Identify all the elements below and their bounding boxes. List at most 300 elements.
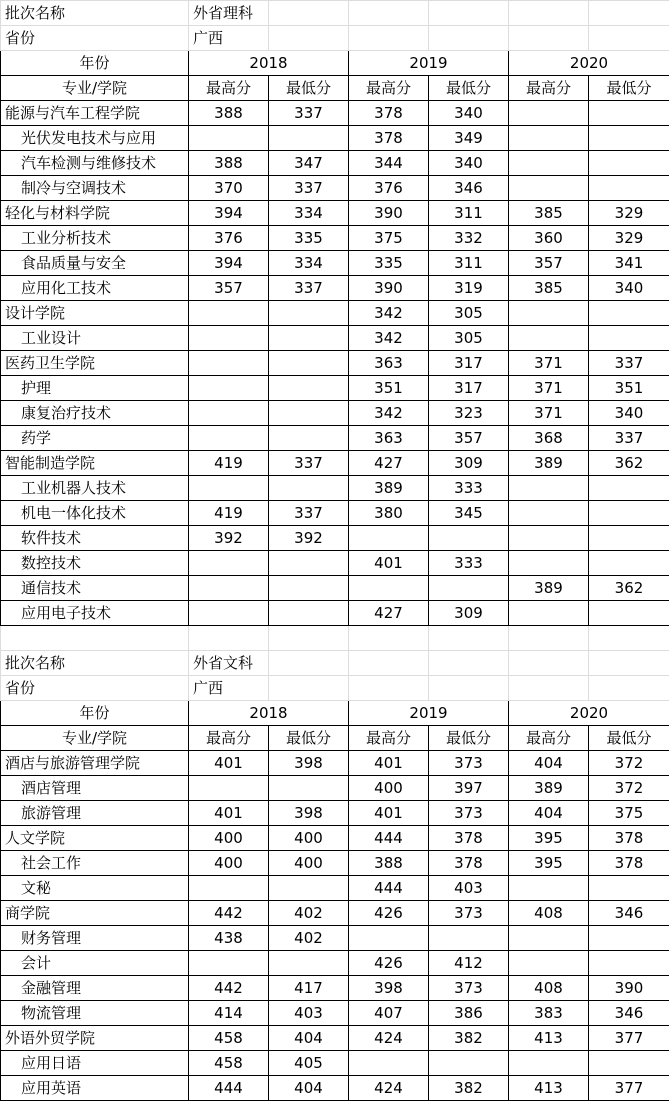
min-score-cell[interactable]: 337: [589, 351, 669, 376]
min-score-cell[interactable]: 309: [429, 601, 509, 626]
min-score-cell[interactable]: [269, 951, 349, 976]
major-name-cell[interactable]: 社会工作: [1, 851, 189, 876]
major-name-cell[interactable]: 酒店管理: [1, 776, 189, 801]
year-header-2018[interactable]: 2018: [189, 51, 349, 76]
min-score-cell[interactable]: 400: [269, 826, 349, 851]
min-score-cell[interactable]: [269, 326, 349, 351]
min-score-header[interactable]: 最低分: [429, 726, 509, 751]
max-score-cell[interactable]: [349, 1051, 429, 1076]
province-label-cell[interactable]: 省份: [1, 26, 189, 51]
max-score-cell[interactable]: 404: [509, 801, 589, 826]
province-label-cell[interactable]: 省份: [1, 676, 189, 701]
min-score-cell[interactable]: 340: [589, 276, 669, 301]
province-value-cell[interactable]: 广西: [189, 26, 269, 51]
min-score-cell[interactable]: [429, 1051, 509, 1076]
min-score-cell[interactable]: 341: [589, 251, 669, 276]
max-score-cell[interactable]: [509, 1051, 589, 1076]
max-score-cell[interactable]: 395: [509, 851, 589, 876]
college-name-cell[interactable]: 医药卫生学院: [1, 351, 189, 376]
max-score-cell[interactable]: 370: [189, 176, 269, 201]
min-score-cell[interactable]: [589, 176, 669, 201]
min-score-cell[interactable]: 378: [429, 826, 509, 851]
max-score-cell[interactable]: [349, 926, 429, 951]
empty-cell[interactable]: [509, 26, 589, 51]
major-name-cell[interactable]: 制冷与空调技术: [1, 176, 189, 201]
max-score-cell[interactable]: [509, 101, 589, 126]
empty-cell[interactable]: [509, 676, 589, 701]
min-score-cell[interactable]: [429, 926, 509, 951]
min-score-header[interactable]: 最低分: [429, 76, 509, 101]
max-score-header[interactable]: 最高分: [509, 726, 589, 751]
empty-cell[interactable]: [269, 626, 349, 651]
max-score-cell[interactable]: 408: [509, 976, 589, 1001]
min-score-cell[interactable]: 337: [269, 501, 349, 526]
batch-label-cell[interactable]: 批次名称: [1, 1, 189, 26]
major-name-cell[interactable]: 文秘: [1, 876, 189, 901]
min-score-cell[interactable]: 317: [429, 376, 509, 401]
max-score-cell[interactable]: 427: [349, 451, 429, 476]
min-score-cell[interactable]: 335: [269, 226, 349, 251]
min-score-cell[interactable]: [269, 551, 349, 576]
min-score-cell[interactable]: [589, 126, 669, 151]
year-header-2020[interactable]: 2020: [509, 701, 669, 726]
max-score-cell[interactable]: 385: [509, 201, 589, 226]
year-header-2019[interactable]: 2019: [349, 51, 509, 76]
min-score-cell[interactable]: [589, 476, 669, 501]
min-score-cell[interactable]: 317: [429, 351, 509, 376]
min-score-cell[interactable]: [589, 876, 669, 901]
max-score-cell[interactable]: 351: [349, 376, 429, 401]
min-score-cell[interactable]: 351: [589, 376, 669, 401]
min-score-cell[interactable]: 334: [269, 201, 349, 226]
batch-value-cell[interactable]: 外省理科: [189, 1, 269, 26]
max-score-header[interactable]: 最高分: [189, 726, 269, 751]
empty-cell[interactable]: [269, 26, 349, 51]
min-score-cell[interactable]: 332: [429, 226, 509, 251]
max-score-cell[interactable]: [509, 601, 589, 626]
max-score-cell[interactable]: [189, 551, 269, 576]
max-score-cell[interactable]: [509, 301, 589, 326]
min-score-cell[interactable]: [269, 401, 349, 426]
max-score-cell[interactable]: 458: [189, 1051, 269, 1076]
min-score-cell[interactable]: 403: [269, 1001, 349, 1026]
max-score-cell[interactable]: 400: [189, 851, 269, 876]
max-score-cell[interactable]: 375: [349, 226, 429, 251]
min-score-cell[interactable]: [269, 876, 349, 901]
min-score-cell[interactable]: 357: [429, 426, 509, 451]
max-score-header[interactable]: 最高分: [509, 76, 589, 101]
max-score-cell[interactable]: [509, 176, 589, 201]
max-score-cell[interactable]: 357: [189, 276, 269, 301]
major-name-cell[interactable]: 工业分析技术: [1, 226, 189, 251]
college-name-cell[interactable]: 酒店与旅游管理学院: [1, 751, 189, 776]
major-name-cell[interactable]: 汽车检测与维修技术: [1, 151, 189, 176]
empty-cell[interactable]: [589, 1, 669, 26]
empty-cell[interactable]: [349, 626, 429, 651]
min-score-cell[interactable]: 340: [429, 151, 509, 176]
empty-cell[interactable]: [589, 26, 669, 51]
max-score-cell[interactable]: [189, 476, 269, 501]
max-score-cell[interactable]: 389: [509, 776, 589, 801]
min-score-cell[interactable]: 340: [589, 401, 669, 426]
max-score-cell[interactable]: 363: [349, 426, 429, 451]
max-score-cell[interactable]: 376: [349, 176, 429, 201]
empty-cell[interactable]: [349, 1, 429, 26]
min-score-cell[interactable]: [269, 426, 349, 451]
min-score-cell[interactable]: [589, 301, 669, 326]
college-name-cell[interactable]: 人文学院: [1, 826, 189, 851]
max-score-header[interactable]: 最高分: [349, 76, 429, 101]
min-score-cell[interactable]: 373: [429, 901, 509, 926]
max-score-cell[interactable]: 388: [189, 101, 269, 126]
max-score-cell[interactable]: 444: [189, 1076, 269, 1101]
empty-cell[interactable]: [509, 651, 589, 676]
min-score-cell[interactable]: 311: [429, 201, 509, 226]
max-score-cell[interactable]: [509, 501, 589, 526]
max-score-cell[interactable]: [189, 876, 269, 901]
major-label-cell[interactable]: 专业/学院: [1, 76, 189, 101]
max-score-cell[interactable]: [509, 876, 589, 901]
max-score-cell[interactable]: 442: [189, 976, 269, 1001]
empty-cell[interactable]: [269, 1, 349, 26]
min-score-cell[interactable]: 346: [589, 1001, 669, 1026]
major-name-cell[interactable]: 财务管理: [1, 926, 189, 951]
max-score-header[interactable]: 最高分: [349, 726, 429, 751]
min-score-cell[interactable]: 340: [429, 101, 509, 126]
max-score-cell[interactable]: 371: [509, 351, 589, 376]
major-name-cell[interactable]: 应用化工技术: [1, 276, 189, 301]
max-score-cell[interactable]: 401: [189, 751, 269, 776]
max-score-cell[interactable]: [189, 401, 269, 426]
empty-cell[interactable]: [509, 1, 589, 26]
max-score-cell[interactable]: 380: [349, 501, 429, 526]
min-score-header[interactable]: 最低分: [269, 726, 349, 751]
max-score-cell[interactable]: 401: [349, 551, 429, 576]
max-score-cell[interactable]: [189, 601, 269, 626]
min-score-cell[interactable]: 323: [429, 401, 509, 426]
max-score-cell[interactable]: 442: [189, 901, 269, 926]
empty-cell[interactable]: [1, 626, 189, 651]
max-score-cell[interactable]: 395: [509, 826, 589, 851]
min-score-cell[interactable]: [589, 951, 669, 976]
max-score-cell[interactable]: [509, 526, 589, 551]
max-score-cell[interactable]: 342: [349, 401, 429, 426]
year-label-cell[interactable]: 年份: [1, 51, 189, 76]
max-score-cell[interactable]: 385: [509, 276, 589, 301]
empty-cell[interactable]: [349, 651, 429, 676]
max-score-cell[interactable]: 390: [349, 276, 429, 301]
min-score-cell[interactable]: 372: [589, 751, 669, 776]
min-score-cell[interactable]: [589, 551, 669, 576]
major-label-cell[interactable]: 专业/学院: [1, 726, 189, 751]
max-score-cell[interactable]: 388: [349, 851, 429, 876]
max-score-cell[interactable]: 401: [349, 751, 429, 776]
max-score-cell[interactable]: 392: [189, 526, 269, 551]
min-score-cell[interactable]: 382: [429, 1026, 509, 1051]
min-score-cell[interactable]: [269, 376, 349, 401]
min-score-cell[interactable]: 362: [589, 451, 669, 476]
college-name-cell[interactable]: 智能制造学院: [1, 451, 189, 476]
max-score-cell[interactable]: 357: [509, 251, 589, 276]
max-score-cell[interactable]: [509, 151, 589, 176]
max-score-cell[interactable]: 389: [509, 451, 589, 476]
min-score-header[interactable]: 最低分: [269, 76, 349, 101]
min-score-cell[interactable]: 309: [429, 451, 509, 476]
max-score-cell[interactable]: 424: [349, 1026, 429, 1051]
year-label-cell[interactable]: 年份: [1, 701, 189, 726]
major-name-cell[interactable]: 机电一体化技术: [1, 501, 189, 526]
min-score-cell[interactable]: 404: [269, 1026, 349, 1051]
max-score-cell[interactable]: 414: [189, 1001, 269, 1026]
min-score-cell[interactable]: 390: [589, 976, 669, 1001]
min-score-cell[interactable]: [429, 526, 509, 551]
max-score-header[interactable]: 最高分: [189, 76, 269, 101]
max-score-cell[interactable]: 389: [509, 576, 589, 601]
max-score-cell[interactable]: 419: [189, 501, 269, 526]
major-name-cell[interactable]: 通信技术: [1, 576, 189, 601]
max-score-cell[interactable]: [349, 576, 429, 601]
empty-cell[interactable]: [429, 26, 509, 51]
min-score-cell[interactable]: 417: [269, 976, 349, 1001]
max-score-cell[interactable]: 426: [349, 901, 429, 926]
max-score-cell[interactable]: [189, 776, 269, 801]
min-score-cell[interactable]: 377: [589, 1026, 669, 1051]
min-score-cell[interactable]: 397: [429, 776, 509, 801]
min-score-cell[interactable]: [589, 151, 669, 176]
min-score-cell[interactable]: [269, 776, 349, 801]
min-score-cell[interactable]: 329: [589, 201, 669, 226]
max-score-cell[interactable]: 342: [349, 301, 429, 326]
max-score-cell[interactable]: 401: [349, 801, 429, 826]
max-score-cell[interactable]: 413: [509, 1076, 589, 1101]
max-score-cell[interactable]: 371: [509, 376, 589, 401]
min-score-cell[interactable]: 402: [269, 901, 349, 926]
min-score-cell[interactable]: 347: [269, 151, 349, 176]
max-score-cell[interactable]: 360: [509, 226, 589, 251]
min-score-cell[interactable]: 386: [429, 1001, 509, 1026]
min-score-cell[interactable]: 337: [269, 176, 349, 201]
empty-cell[interactable]: [189, 626, 269, 651]
major-name-cell[interactable]: 光伏发电技术与应用: [1, 126, 189, 151]
max-score-cell[interactable]: 378: [349, 101, 429, 126]
empty-cell[interactable]: [429, 651, 509, 676]
max-score-cell[interactable]: 408: [509, 901, 589, 926]
min-score-cell[interactable]: 337: [269, 101, 349, 126]
max-score-cell[interactable]: [509, 126, 589, 151]
min-score-cell[interactable]: 382: [429, 1076, 509, 1101]
empty-cell[interactable]: [509, 626, 589, 651]
min-score-cell[interactable]: [589, 101, 669, 126]
major-name-cell[interactable]: 药学: [1, 426, 189, 451]
college-name-cell[interactable]: 能源与汽车工程学院: [1, 101, 189, 126]
max-score-cell[interactable]: [189, 376, 269, 401]
empty-cell[interactable]: [589, 676, 669, 701]
major-name-cell[interactable]: 康复治疗技术: [1, 401, 189, 426]
empty-cell[interactable]: [589, 626, 669, 651]
college-name-cell[interactable]: 轻化与材料学院: [1, 201, 189, 226]
max-score-cell[interactable]: [509, 926, 589, 951]
min-score-cell[interactable]: 311: [429, 251, 509, 276]
max-score-cell[interactable]: [189, 576, 269, 601]
max-score-cell[interactable]: 404: [509, 751, 589, 776]
min-score-cell[interactable]: 337: [589, 426, 669, 451]
empty-cell[interactable]: [269, 651, 349, 676]
college-name-cell[interactable]: 外语外贸学院: [1, 1026, 189, 1051]
college-name-cell[interactable]: 设计学院: [1, 301, 189, 326]
min-score-cell[interactable]: 362: [589, 576, 669, 601]
max-score-cell[interactable]: 376: [189, 226, 269, 251]
min-score-cell[interactable]: 329: [589, 226, 669, 251]
max-score-cell[interactable]: 401: [189, 801, 269, 826]
max-score-cell[interactable]: 394: [189, 251, 269, 276]
max-score-cell[interactable]: 426: [349, 951, 429, 976]
max-score-cell[interactable]: [189, 351, 269, 376]
max-score-cell[interactable]: 344: [349, 151, 429, 176]
min-score-cell[interactable]: [589, 601, 669, 626]
min-score-cell[interactable]: 378: [429, 851, 509, 876]
min-score-header[interactable]: 最低分: [589, 76, 669, 101]
empty-cell[interactable]: [349, 676, 429, 701]
max-score-cell[interactable]: 444: [349, 876, 429, 901]
min-score-cell[interactable]: 402: [269, 926, 349, 951]
min-score-cell[interactable]: 334: [269, 251, 349, 276]
max-score-cell[interactable]: [509, 476, 589, 501]
min-score-cell[interactable]: 405: [269, 1051, 349, 1076]
empty-cell[interactable]: [349, 26, 429, 51]
min-score-cell[interactable]: 333: [429, 476, 509, 501]
major-name-cell[interactable]: 应用英语: [1, 1076, 189, 1101]
min-score-cell[interactable]: 346: [429, 176, 509, 201]
empty-cell[interactable]: [429, 626, 509, 651]
min-score-cell[interactable]: 337: [269, 276, 349, 301]
max-score-cell[interactable]: [509, 326, 589, 351]
max-score-cell[interactable]: [189, 301, 269, 326]
max-score-cell[interactable]: [349, 526, 429, 551]
major-name-cell[interactable]: 会计: [1, 951, 189, 976]
min-score-cell[interactable]: 412: [429, 951, 509, 976]
batch-label-cell[interactable]: 批次名称: [1, 651, 189, 676]
max-score-cell[interactable]: 378: [349, 126, 429, 151]
min-score-cell[interactable]: 398: [269, 751, 349, 776]
min-score-cell[interactable]: 349: [429, 126, 509, 151]
college-name-cell[interactable]: 商学院: [1, 901, 189, 926]
min-score-cell[interactable]: 404: [269, 1076, 349, 1101]
major-name-cell[interactable]: 应用日语: [1, 1051, 189, 1076]
max-score-cell[interactable]: [189, 951, 269, 976]
major-name-cell[interactable]: 数控技术: [1, 551, 189, 576]
max-score-cell[interactable]: [189, 326, 269, 351]
min-score-cell[interactable]: [429, 576, 509, 601]
max-score-cell[interactable]: 400: [349, 776, 429, 801]
min-score-cell[interactable]: [269, 601, 349, 626]
min-score-cell[interactable]: 372: [589, 776, 669, 801]
max-score-cell[interactable]: [509, 551, 589, 576]
batch-value-cell[interactable]: 外省文科: [189, 651, 269, 676]
min-score-cell[interactable]: [589, 326, 669, 351]
major-name-cell[interactable]: 软件技术: [1, 526, 189, 551]
min-score-cell[interactable]: 333: [429, 551, 509, 576]
empty-cell[interactable]: [429, 1, 509, 26]
max-score-cell[interactable]: 363: [349, 351, 429, 376]
major-name-cell[interactable]: 工业设计: [1, 326, 189, 351]
empty-cell[interactable]: [429, 676, 509, 701]
major-name-cell[interactable]: 旅游管理: [1, 801, 189, 826]
max-score-cell[interactable]: 390: [349, 201, 429, 226]
max-score-cell[interactable]: 427: [349, 601, 429, 626]
max-score-cell[interactable]: 419: [189, 451, 269, 476]
major-name-cell[interactable]: 应用电子技术: [1, 601, 189, 626]
max-score-cell[interactable]: 389: [349, 476, 429, 501]
max-score-cell[interactable]: 400: [189, 826, 269, 851]
max-score-cell[interactable]: [509, 951, 589, 976]
max-score-cell[interactable]: 413: [509, 1026, 589, 1051]
min-score-cell[interactable]: 378: [589, 826, 669, 851]
year-header-2019[interactable]: 2019: [349, 701, 509, 726]
min-score-cell[interactable]: [589, 1051, 669, 1076]
min-score-cell[interactable]: 337: [269, 451, 349, 476]
max-score-cell[interactable]: 368: [509, 426, 589, 451]
max-score-cell[interactable]: 458: [189, 1026, 269, 1051]
max-score-cell[interactable]: 388: [189, 151, 269, 176]
max-score-cell[interactable]: 424: [349, 1076, 429, 1101]
max-score-cell[interactable]: 383: [509, 1001, 589, 1026]
min-score-cell[interactable]: [589, 501, 669, 526]
min-score-cell[interactable]: 346: [589, 901, 669, 926]
min-score-cell[interactable]: [589, 926, 669, 951]
max-score-cell[interactable]: [189, 426, 269, 451]
min-score-cell[interactable]: 345: [429, 501, 509, 526]
min-score-cell[interactable]: 392: [269, 526, 349, 551]
min-score-cell[interactable]: [269, 301, 349, 326]
major-name-cell[interactable]: 食品质量与安全: [1, 251, 189, 276]
max-score-cell[interactable]: 371: [509, 401, 589, 426]
min-score-cell[interactable]: 375: [589, 801, 669, 826]
max-score-cell[interactable]: 444: [349, 826, 429, 851]
max-score-cell[interactable]: 398: [349, 976, 429, 1001]
major-name-cell[interactable]: 工业机器人技术: [1, 476, 189, 501]
min-score-cell[interactable]: [269, 476, 349, 501]
min-score-cell[interactable]: 373: [429, 976, 509, 1001]
min-score-cell[interactable]: 305: [429, 301, 509, 326]
min-score-cell[interactable]: 377: [589, 1076, 669, 1101]
min-score-cell[interactable]: [589, 526, 669, 551]
empty-cell[interactable]: [589, 651, 669, 676]
max-score-cell[interactable]: 438: [189, 926, 269, 951]
max-score-cell[interactable]: 342: [349, 326, 429, 351]
min-score-cell[interactable]: [269, 351, 349, 376]
min-score-cell[interactable]: 373: [429, 801, 509, 826]
min-score-cell[interactable]: 403: [429, 876, 509, 901]
min-score-cell[interactable]: 373: [429, 751, 509, 776]
max-score-cell[interactable]: [189, 126, 269, 151]
major-name-cell[interactable]: 金融管理: [1, 976, 189, 1001]
min-score-cell[interactable]: 305: [429, 326, 509, 351]
year-header-2018[interactable]: 2018: [189, 701, 349, 726]
max-score-cell[interactable]: 407: [349, 1001, 429, 1026]
year-header-2020[interactable]: 2020: [509, 51, 669, 76]
min-score-cell[interactable]: [269, 576, 349, 601]
min-score-cell[interactable]: 398: [269, 801, 349, 826]
min-score-cell[interactable]: 378: [589, 851, 669, 876]
major-name-cell[interactable]: 物流管理: [1, 1001, 189, 1026]
min-score-cell[interactable]: [269, 126, 349, 151]
empty-cell[interactable]: [269, 676, 349, 701]
major-name-cell[interactable]: 护理: [1, 376, 189, 401]
min-score-cell[interactable]: 319: [429, 276, 509, 301]
province-value-cell[interactable]: 广西: [189, 676, 269, 701]
min-score-header[interactable]: 最低分: [589, 726, 669, 751]
max-score-cell[interactable]: 335: [349, 251, 429, 276]
